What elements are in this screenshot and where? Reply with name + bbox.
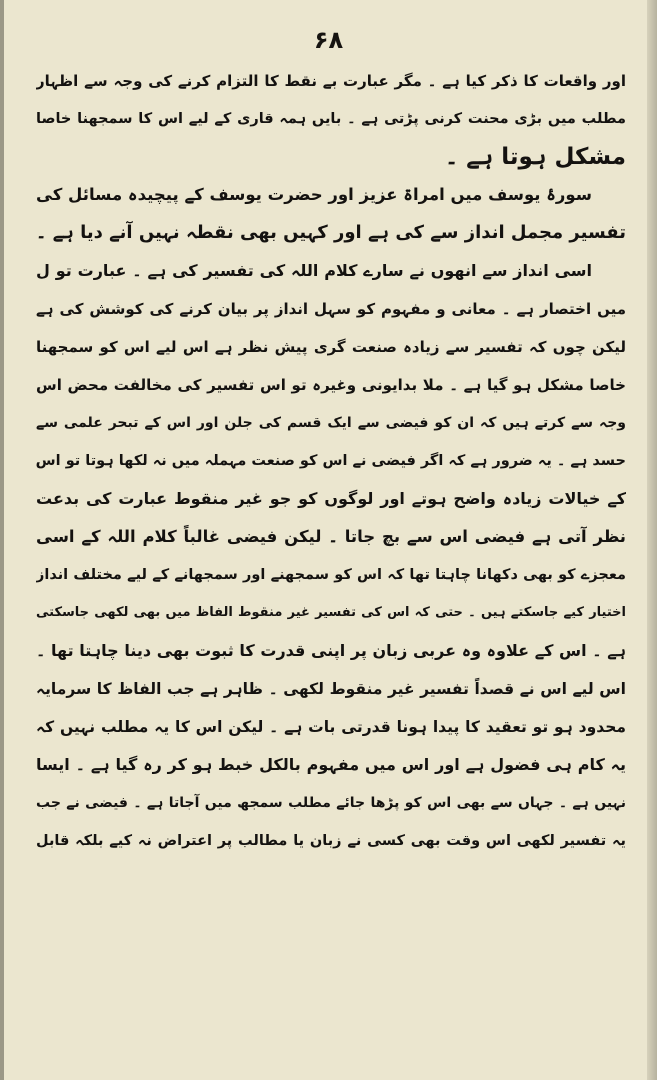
text-line: اسی انداز سے انھوں نے سارے کلام اللہ کی تفسیر کی ہے ۔ عبارت تو ل [36, 261, 592, 280]
text-line: مطلب میں بڑی محنت کرنی پڑتی ہے ۔ بایں ہمہ قاری کے لیے اس کا سمجھنا خاصا [36, 111, 626, 127]
text-line: حسد ہے ۔ یہ ضرور ہے کہ اگر فیضی نے اس کو صنعت مہملہ میں نہ لکھا ہوتا تو اس [36, 453, 626, 469]
text-line: تفسیر مجمل انداز سے کی ہے اور کہیں بھی نقطہ نہیں آنے دیا ہے ۔ [36, 222, 626, 243]
text-line: یہ تفسیر لکھی اس وقت بھی کسی نے زبان یا مطالب پر اعتراض نہ کیے بلکہ قابل [36, 833, 626, 849]
text-line: اختیار کیے جاسکتے ہیں ۔ حتی کہ اس کی تفسیر غیر منقوط الفاظ میں بھی لکھی جاسکتی [36, 605, 626, 620]
body-text [36, 62, 626, 860]
text-line: میں اختصار ہے ۔ معانی و مفہوم کو سہل انداز پر بیان کرنے کی کوشش کی ہے [36, 300, 626, 318]
text-line: مشکل ہوتا ہے ۔ [444, 144, 626, 170]
text-line: اس لیے اس نے قصداً تفسیر غیر منقوط لکھی ۔ ظاہر ہے جب الفاظ کا سرمایہ [36, 680, 626, 698]
text-line: سورۂ یوسف میں امراۃ عزیز اور حضرت یوسف کے پیچیدہ مسائل کی [36, 185, 592, 204]
text-line: محدود ہو تو تعقید کا پیدا ہونا قدرتی بات ہے ۔ لیکن اس کا یہ مطلب نہیں کہ [36, 718, 626, 736]
text-line: معجزے کو بھی دکھانا چاہتا تھا کہ اس کو سمجھنے اور سمجھانے کے لیے مختلف انداز [36, 567, 626, 583]
text-line: اور واقعات کا ذکر کیا ہے ۔ مگر عبارت بے نقط کا التزام کرنے کی وجہ سے اظہار [36, 72, 626, 90]
text-line: کے خیالات زیادہ واضح ہوتے اور لوگوں کو جو غیر منقوط عبارت کی بدعت [36, 489, 626, 508]
text-line: ہے ۔ اس کے علاوہ وہ عربی زبان پر اپنی قدرت کا ثبوت بھی دینا چاہتا تھا ۔ [36, 641, 626, 660]
text-line: لیکن چوں کہ تفسیر سے زیادہ صنعت گری پیش نظر ہے اس لیے اس کو سمجھنا [36, 338, 626, 356]
scan-edge-left [0, 0, 4, 1080]
text-line: وجہ سے کرتے ہیں کہ ان کو فیضی سے ایک قسم کی جلن اور اس کے تبحر علمی سے [36, 415, 626, 431]
text-line: خاصا مشکل ہو گیا ہے ۔ ملا بدایونی وغیرہ تو اس تفسیر کی مخالفت محض اس [36, 376, 626, 394]
text-line: یہ کام ہی فضول ہے اور اس میں مفہوم بالکل خبط ہو کر رہ گیا ہے ۔ ایسا [36, 755, 626, 774]
text-line: نظر آتی ہے فیضی اس سے بچ جاتا ۔ لیکن فیضی غالباً کلام اللہ کے اسی [36, 527, 626, 546]
page-number: ۶۸ [313, 26, 344, 54]
scan-edge-right [647, 0, 657, 1080]
text-line: نہیں ہے ۔ جہاں سے بھی اس کو پڑھا جائے مطلب سمجھ میں آجاتا ہے ۔ فیضی نے جب [36, 795, 626, 811]
